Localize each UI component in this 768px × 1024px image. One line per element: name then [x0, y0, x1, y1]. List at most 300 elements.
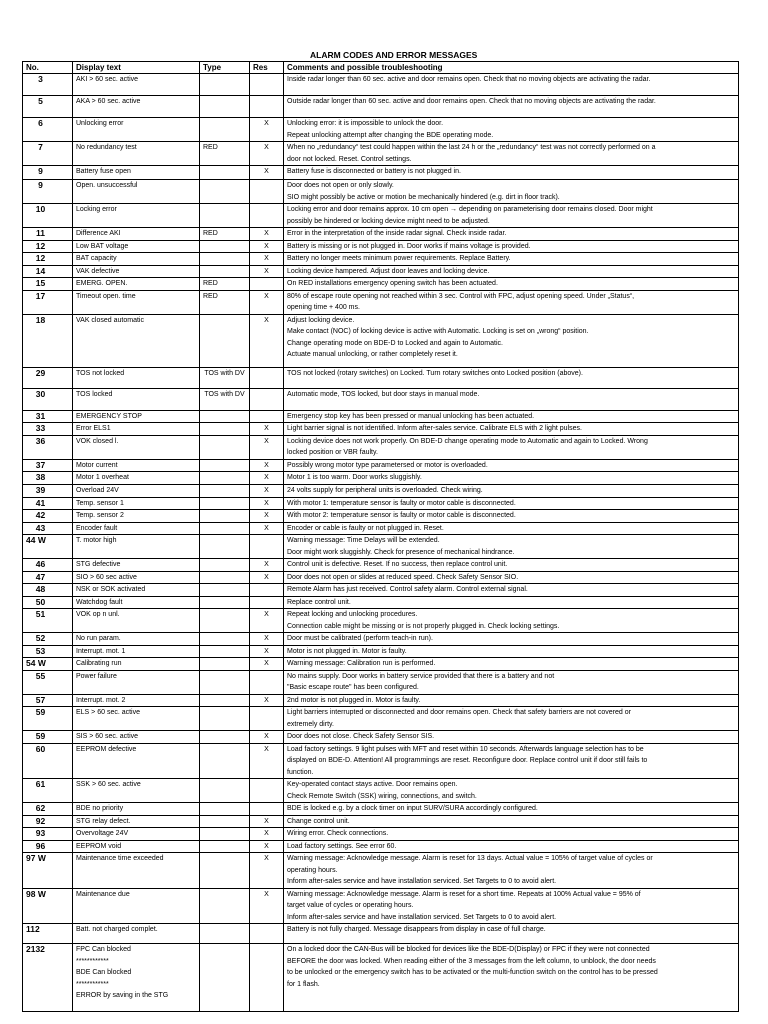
comment [284, 853, 739, 889]
display-text-line: Power failure [76, 672, 117, 680]
reset-flag [250, 803, 284, 816]
display-text [73, 840, 200, 853]
reset-flag [250, 670, 284, 694]
display-text-line: Unlocking error [76, 120, 124, 127]
table-row [23, 924, 739, 944]
display-text-line: EMERG. OPEN. [76, 280, 128, 287]
error-type [200, 840, 250, 853]
comment [284, 584, 739, 597]
comment-line: Remote Alarm has just received. Control safety alarm. Control external signal. [287, 586, 528, 593]
comment-line: BEFORE the door was locked. When reading either of the 3 messages from the left column, to unblock, the door needs [287, 957, 656, 965]
reset-flag: X [250, 609, 284, 633]
reset-flag: X [250, 815, 284, 828]
comment [284, 803, 739, 816]
error-code: 38 [23, 472, 73, 485]
reset-flag [250, 278, 284, 291]
comment-line: On RED installations emergency opening switch has been actuated. [287, 280, 498, 287]
error-type [200, 459, 250, 472]
comment-line: Door might work sluggishly. Check for presence of mechanical hindrance. [287, 548, 515, 556]
display-text [73, 584, 200, 597]
table-row [23, 142, 739, 166]
table-row [23, 596, 739, 609]
display-text-line: Motor current [76, 461, 118, 469]
reset-flag: X [250, 484, 284, 497]
page-title: ALARM CODES AND ERROR MESSAGES [310, 50, 478, 60]
display-text [73, 423, 200, 436]
display-text [73, 180, 200, 204]
error-type [200, 924, 250, 944]
reset-flag [250, 388, 284, 410]
comment-line: function. [287, 768, 314, 776]
table-row [23, 204, 739, 228]
display-text-line: Timeout open. time [76, 292, 136, 300]
error-type [200, 180, 250, 204]
error-code: 59 [23, 731, 73, 744]
error-code: 29 [23, 367, 73, 388]
table-row [23, 743, 739, 779]
error-code: 48 [23, 584, 73, 597]
display-text [73, 96, 200, 118]
table-row [23, 888, 739, 924]
error-code: 96 [23, 840, 73, 853]
display-text-line: Overvoltage 24V [76, 830, 129, 837]
display-text [73, 658, 200, 671]
comment-line: 24 volts supply for peripheral units is overloaded. Check wiring. [287, 486, 483, 494]
comment-line: "Basic escape route" has been configured. [287, 684, 419, 691]
error-code: 9 [23, 180, 73, 204]
column-header-res: Res [250, 62, 284, 74]
comment-line: No mains supply. Door works in battery service provided that there is a battery and not [287, 672, 555, 680]
reset-flag: X [250, 645, 284, 658]
comment [284, 535, 739, 559]
error-code: 7 [23, 142, 73, 166]
reset-flag [250, 944, 284, 1012]
table-row [23, 853, 739, 889]
column-header-display-text: Display text [73, 62, 200, 74]
display-text-line: SIO > 60 sec active [76, 573, 137, 581]
error-code: 30 [23, 388, 73, 410]
display-text-line: BAT capacity [76, 255, 117, 262]
comment [284, 779, 739, 803]
display-text [73, 74, 200, 96]
reset-flag: X [250, 166, 284, 180]
table-row [23, 253, 739, 266]
display-text [73, 290, 200, 314]
comment [284, 459, 739, 472]
error-type [200, 645, 250, 658]
display-text-line: BDE Can blocked [76, 969, 132, 976]
comment-line: Inform after-sales service and have installation serviced. Set Targets to 0 to avoid alert. [287, 913, 557, 921]
reset-flag: X [250, 459, 284, 472]
error-code: 33 [23, 423, 73, 436]
comment-line: Automatic mode, TOS locked, but door stays in manual mode. [287, 390, 480, 398]
error-type [200, 944, 250, 1012]
display-text [73, 228, 200, 241]
comment [284, 142, 739, 166]
comment-line: Connection cable might be missing or is not properly plugged in. Check locking settings. [287, 622, 560, 630]
error-code: 51 [23, 609, 73, 633]
display-text-line: FPC Can blocked [76, 946, 131, 953]
comment [284, 522, 739, 535]
comment-line: Door does not close. Check Safety Sensor SIS. [287, 733, 435, 740]
reset-flag [250, 180, 284, 204]
display-text-line: TOS not locked [76, 369, 125, 377]
comment-line: extremely dirty. [287, 720, 334, 728]
display-text [73, 388, 200, 410]
table-row [23, 388, 739, 410]
display-text [73, 240, 200, 253]
comment-line: TOS not locked (rotary switches) on Locked. Turn rotary switches onto Locked position (above). [287, 369, 583, 377]
display-text-line: Maintenance due [76, 890, 130, 898]
comment [284, 828, 739, 841]
comment-line: BDE is locked e.g. by a clock timer on input SURV/SURA accordingly configured. [287, 805, 538, 812]
comment-line: Replace control unit. [287, 598, 351, 606]
error-type [200, 609, 250, 633]
error-code: 97 W [23, 853, 73, 889]
reset-flag [250, 410, 284, 423]
table-row [23, 74, 739, 96]
comment [284, 423, 739, 436]
display-text [73, 694, 200, 707]
error-code: 93 [23, 828, 73, 841]
display-text [73, 707, 200, 731]
display-text [73, 314, 200, 367]
column-header-no: No. [23, 62, 73, 74]
comment-line: Light barrier signal is not identified. Inform after-sales service. Calibrate ELS with 2 light pulses. [287, 425, 582, 432]
comment [284, 645, 739, 658]
error-code: 39 [23, 484, 73, 497]
error-code: 9 [23, 166, 73, 180]
comment [284, 410, 739, 423]
display-text [73, 535, 200, 559]
table-row [23, 278, 739, 291]
error-code: 53 [23, 645, 73, 658]
comment-line: Battery is missing or is not plugged in. Door works if mains voltage is provided. [287, 242, 531, 250]
error-type [200, 410, 250, 423]
table-row [23, 670, 739, 694]
error-type [200, 96, 250, 118]
error-code: 52 [23, 633, 73, 646]
comment [284, 367, 739, 388]
error-code: 46 [23, 559, 73, 572]
comment-line: Battery is not fully charged. Message disappears from display in case of full charge. [287, 926, 546, 933]
error-type [200, 265, 250, 278]
reset-flag: X [250, 559, 284, 572]
table-row [23, 240, 739, 253]
table-row [23, 180, 739, 204]
table-row [23, 290, 739, 314]
reset-flag: X [250, 571, 284, 584]
error-code: 5 [23, 96, 73, 118]
table-body [23, 74, 739, 1012]
error-type [200, 779, 250, 803]
display-text-line: Calibrating run [76, 660, 122, 667]
comment [284, 815, 739, 828]
display-text-line: VAK defective [76, 267, 120, 275]
error-code: 47 [23, 571, 73, 584]
error-type [200, 888, 250, 924]
error-type [200, 522, 250, 535]
error-type [200, 803, 250, 816]
error-type [200, 633, 250, 646]
comment [284, 840, 739, 853]
error-type [200, 510, 250, 523]
display-text [73, 367, 200, 388]
display-text [73, 596, 200, 609]
error-type [200, 559, 250, 572]
display-text [73, 853, 200, 889]
display-text [73, 779, 200, 803]
display-text [73, 204, 200, 228]
comment [284, 240, 739, 253]
display-text-line: Motor 1 overheat [76, 474, 129, 481]
reset-flag: X [250, 290, 284, 314]
error-type [200, 658, 250, 671]
comment [284, 497, 739, 510]
display-text [73, 253, 200, 266]
table-row [23, 694, 739, 707]
comment-line: Warning message: Acknowledge message. Alarm is reset for a short time. Repeats at 100% Actual value = 95% of [287, 890, 641, 898]
error-code: 36 [23, 435, 73, 459]
error-code: 10 [23, 204, 73, 228]
display-text-line: No run param. [76, 635, 121, 642]
reset-flag [250, 584, 284, 597]
table-header-row [23, 62, 739, 74]
comment-line: possibly be hindered or locking device might need to be adjusted. [287, 217, 490, 225]
reset-flag [250, 74, 284, 96]
error-code: 42 [23, 510, 73, 523]
comment [284, 731, 739, 744]
display-text [73, 924, 200, 944]
error-type [200, 484, 250, 497]
comment [284, 510, 739, 523]
error-code: 62 [23, 803, 73, 816]
error-code: 14 [23, 265, 73, 278]
error-type [200, 314, 250, 367]
display-text-line: Error ELS1 [76, 425, 111, 432]
display-text [73, 459, 200, 472]
error-code: 44 W [23, 535, 73, 559]
reset-flag: X [250, 228, 284, 241]
error-code: 60 [23, 743, 73, 779]
error-code: 50 [23, 596, 73, 609]
error-code: 37 [23, 459, 73, 472]
display-text-line: VAK closed automatic [76, 316, 144, 324]
error-type: TOS with DV [200, 367, 250, 388]
display-text [73, 944, 200, 1012]
error-type [200, 853, 250, 889]
display-text-line: T. motor high [76, 537, 117, 544]
reset-flag: X [250, 423, 284, 436]
comment-line: Emergency stop key has been pressed or manual unlocking has been actuated. [287, 412, 535, 420]
reset-flag: X [250, 497, 284, 510]
comment-line: Change operating mode on BDE-D to Locked and again to Automatic. [287, 339, 503, 347]
table-row [23, 535, 739, 559]
display-text-line: STG relay defect. [76, 817, 131, 825]
comment [284, 228, 739, 241]
comment-line: Battery fuse is disconnected or battery is not plugged in. [287, 168, 461, 175]
display-text [73, 410, 200, 423]
error-type [200, 828, 250, 841]
display-text-line: SIS > 60 sec. active [76, 733, 139, 740]
table-row [23, 609, 739, 633]
comment [284, 253, 739, 266]
display-text-line: BDE no priority [76, 805, 124, 812]
comment [284, 435, 739, 459]
reset-flag [250, 596, 284, 609]
comment [284, 180, 739, 204]
table-row [23, 944, 739, 1012]
error-type [200, 731, 250, 744]
error-code: 3 [23, 74, 73, 96]
comment [284, 694, 739, 707]
display-text [73, 633, 200, 646]
reset-flag: X [250, 265, 284, 278]
table-row [23, 459, 739, 472]
error-type: RED [200, 228, 250, 241]
display-text-line: Encoder fault [76, 524, 118, 532]
display-text-line: TOS locked [76, 390, 113, 398]
error-code: 12 [23, 253, 73, 266]
table-row [23, 228, 739, 241]
comment [284, 484, 739, 497]
comment-line: Inform after-sales service and have installation serviced. Set Targets to 0 to avoid alert. [287, 878, 557, 885]
error-code: 2132 [23, 944, 73, 1012]
display-text [73, 497, 200, 510]
error-type [200, 240, 250, 253]
display-text [73, 166, 200, 180]
error-code: 43 [23, 522, 73, 535]
comment [284, 596, 739, 609]
error-code: 17 [23, 290, 73, 314]
table-row [23, 571, 739, 584]
comment [284, 278, 739, 291]
comment-line: operating hours. [287, 866, 338, 874]
comment-line: Adjust locking device. [287, 316, 355, 324]
error-type [200, 253, 250, 266]
display-text-line: STG defective [76, 561, 121, 568]
comment-line: Warning message: Calibration run is performed. [287, 660, 436, 667]
comment [284, 609, 739, 633]
reset-flag [250, 96, 284, 118]
comment [284, 658, 739, 671]
comment-line: With motor 2: temperature sensor is faulty or motor cable is disconnected. [287, 512, 516, 519]
display-text-line: No redundancy test [76, 144, 137, 151]
comment [284, 265, 739, 278]
comment-line: Error in the interpretation of the inside radar signal. Check inside radar. [287, 230, 507, 237]
comment-line: Inside radar longer than 60 sec. active and door remains open. Check that no moving objects are activating the radar. [287, 76, 651, 83]
display-text [73, 484, 200, 497]
reset-flag [250, 204, 284, 228]
error-type [200, 584, 250, 597]
display-text-line: Watchdog fault [76, 598, 123, 606]
error-type [200, 571, 250, 584]
error-type [200, 535, 250, 559]
error-code: 15 [23, 278, 73, 291]
comment [284, 204, 739, 228]
table-row [23, 815, 739, 828]
display-text [73, 571, 200, 584]
reset-flag: X [250, 522, 284, 535]
reset-flag: X [250, 435, 284, 459]
error-type [200, 743, 250, 779]
error-type: TOS with DV [200, 388, 250, 410]
error-type [200, 596, 250, 609]
comment-line: Light barriers interrupted or disconnected and door remains open. Check that safety barriers are not covered or [287, 709, 631, 716]
display-text-line: ELS > 60 sec. active [76, 709, 141, 716]
display-text-line: AKI > 60 sec. active [76, 76, 139, 83]
display-text-line: Difference AKI [76, 230, 121, 237]
table-row [23, 522, 739, 535]
reset-flag: X [250, 828, 284, 841]
error-code: 57 [23, 694, 73, 707]
display-text-line: VOK closed l. [76, 437, 119, 445]
error-code: 18 [23, 314, 73, 367]
table-row [23, 166, 739, 180]
comment-line: 2nd motor is not plugged in. Motor is faulty. [287, 696, 421, 704]
reset-flag: X [250, 743, 284, 779]
column-header-comments: Comments and possible troubleshooting [284, 62, 739, 74]
display-text-line: Maintenance time exceeded [76, 855, 164, 862]
comment [284, 944, 739, 1012]
comment-line: Change control unit. [287, 817, 350, 825]
error-type [200, 204, 250, 228]
reset-flag: X [250, 888, 284, 924]
table-row [23, 840, 739, 853]
error-code: 98 W [23, 888, 73, 924]
error-type [200, 694, 250, 707]
comment-line: On a locked door the CAN-Bus will be blocked for devices like the BDE-D(Display) or FPC if they were not connected [287, 946, 650, 953]
display-text [73, 609, 200, 633]
display-text [73, 559, 200, 572]
comment-line: Check Remote Switch (SSK) wiring, connections, and switch. [287, 792, 477, 800]
error-type: RED [200, 290, 250, 314]
table-row [23, 265, 739, 278]
display-text-line: Overload 24V [76, 486, 119, 494]
comment [284, 74, 739, 96]
error-type [200, 472, 250, 485]
display-text [73, 278, 200, 291]
comment-line: Locking device does not work properly. On BDE-D change operating mode to Automatic and again to Locked. Wrong [287, 437, 648, 445]
error-type: RED [200, 278, 250, 291]
comment-line: Possibly wrong motor type parametersed or motor is overloaded. [287, 461, 488, 469]
comment [284, 571, 739, 584]
display-text-line: ************ [76, 980, 109, 988]
comment-line: Motor 1 is too warm. Door works sluggishly. [287, 474, 422, 481]
error-type [200, 670, 250, 694]
comment-line: Locking error and door remains approx. 10 cm open → depending on parameterising door remains closed. Door might [287, 206, 653, 213]
error-code: 12 [23, 240, 73, 253]
comment [284, 888, 739, 924]
error-code: 59 [23, 707, 73, 731]
error-code: 6 [23, 118, 73, 142]
comment [284, 118, 739, 142]
display-text [73, 472, 200, 485]
table-row [23, 435, 739, 459]
display-text-line: Temp. sensor 2 [76, 512, 124, 519]
reset-flag: X [250, 314, 284, 367]
display-text-line: Interrupt. mot. 2 [76, 696, 126, 704]
reset-flag: X [250, 731, 284, 744]
reset-flag: X [250, 118, 284, 142]
comment-line: Load factory settings. See error 60. [287, 842, 397, 850]
table-row [23, 707, 739, 731]
display-text-line: Temp. sensor 1 [76, 499, 124, 507]
table-row [23, 472, 739, 485]
comment-line: for 1 flash. [287, 980, 320, 988]
display-text-line: ERROR by saving in the STG [76, 992, 169, 999]
comment [284, 314, 739, 367]
